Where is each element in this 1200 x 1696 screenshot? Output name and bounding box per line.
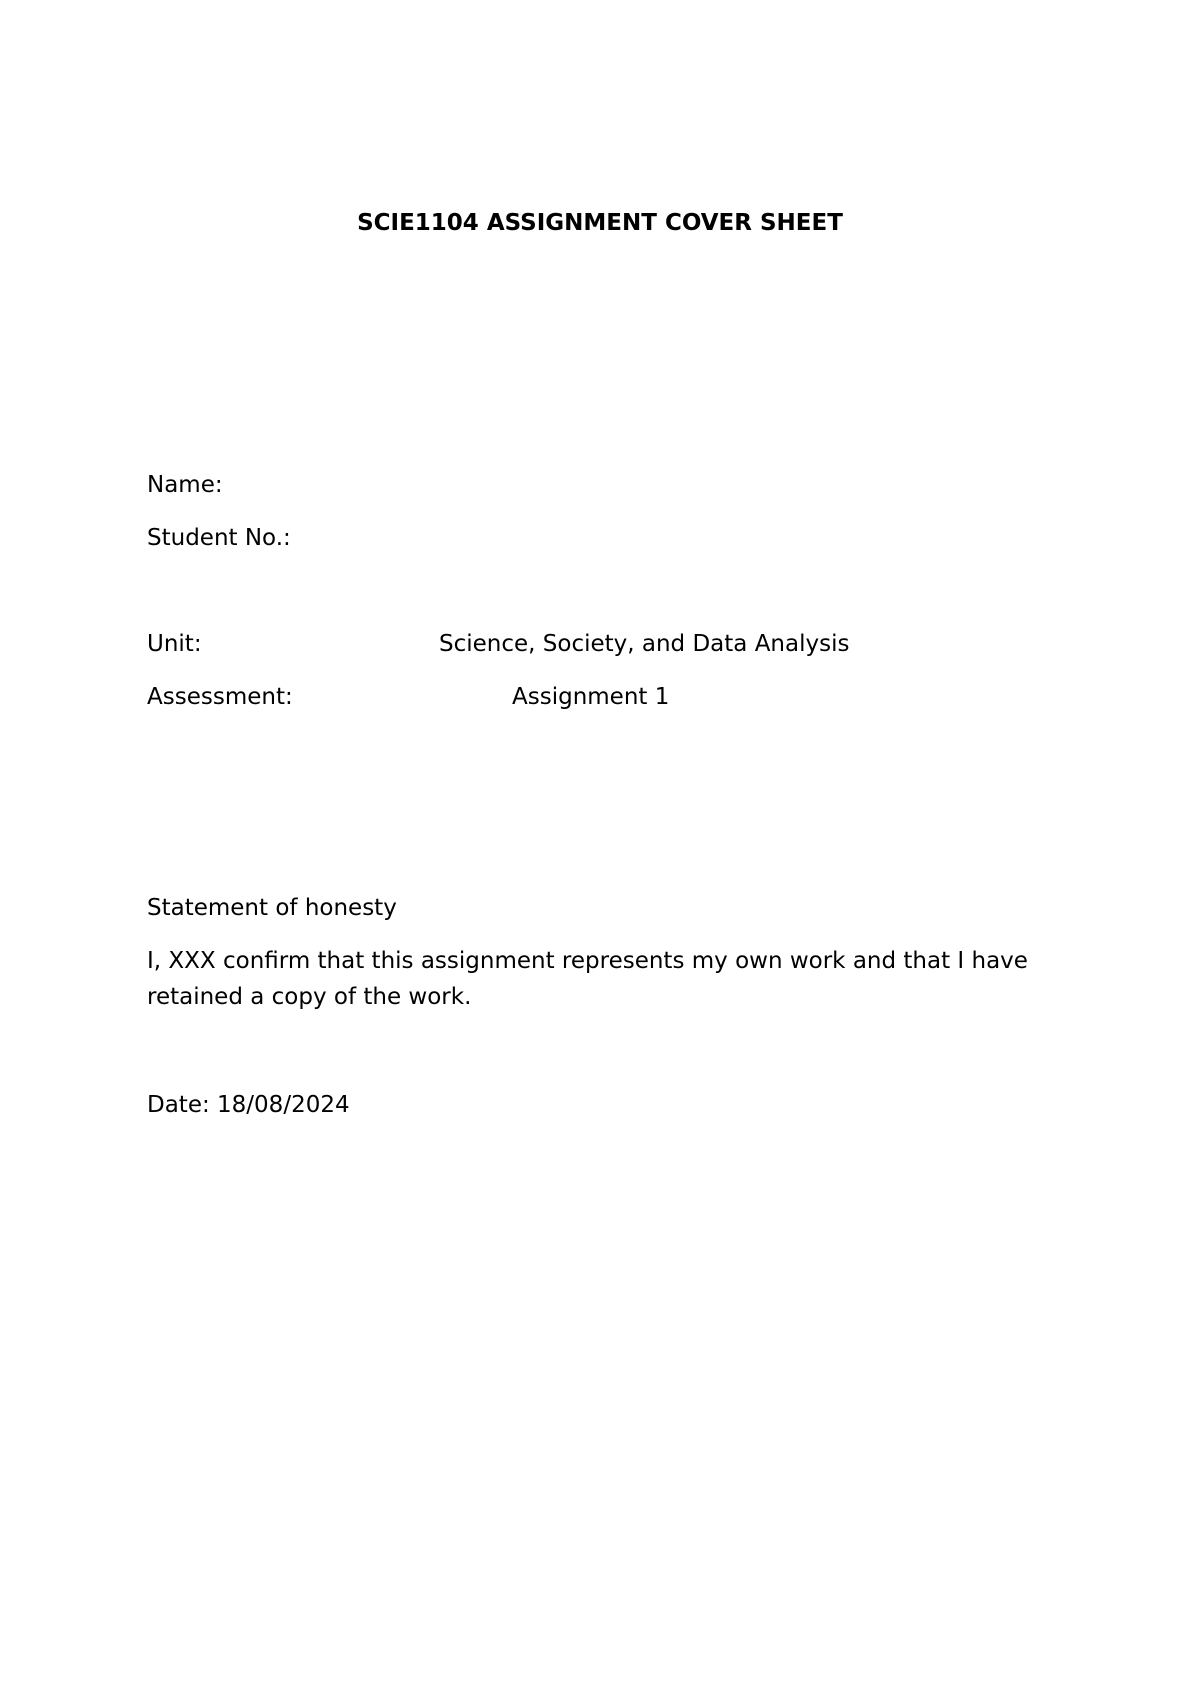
- assessment-value: Assignment 1: [512, 684, 670, 710]
- assessment-label: Assessment:: [147, 684, 293, 710]
- honesty-statement: I, XXX confirm that this assignment represents my own work and that I have retained a copy of the work.: [147, 948, 1028, 1010]
- unit-label: Unit:: [147, 631, 202, 657]
- unit-value: Science, Society, and Data Analysis: [439, 631, 850, 657]
- date-line: Date: 18/08/2024: [147, 1092, 350, 1118]
- student-no-label: Student No.:: [147, 525, 291, 551]
- honesty-heading: Statement of honesty: [147, 895, 397, 921]
- name-label: Name:: [147, 472, 223, 498]
- page-title: SCIE1104 ASSIGNMENT COVER SHEET: [357, 210, 843, 236]
